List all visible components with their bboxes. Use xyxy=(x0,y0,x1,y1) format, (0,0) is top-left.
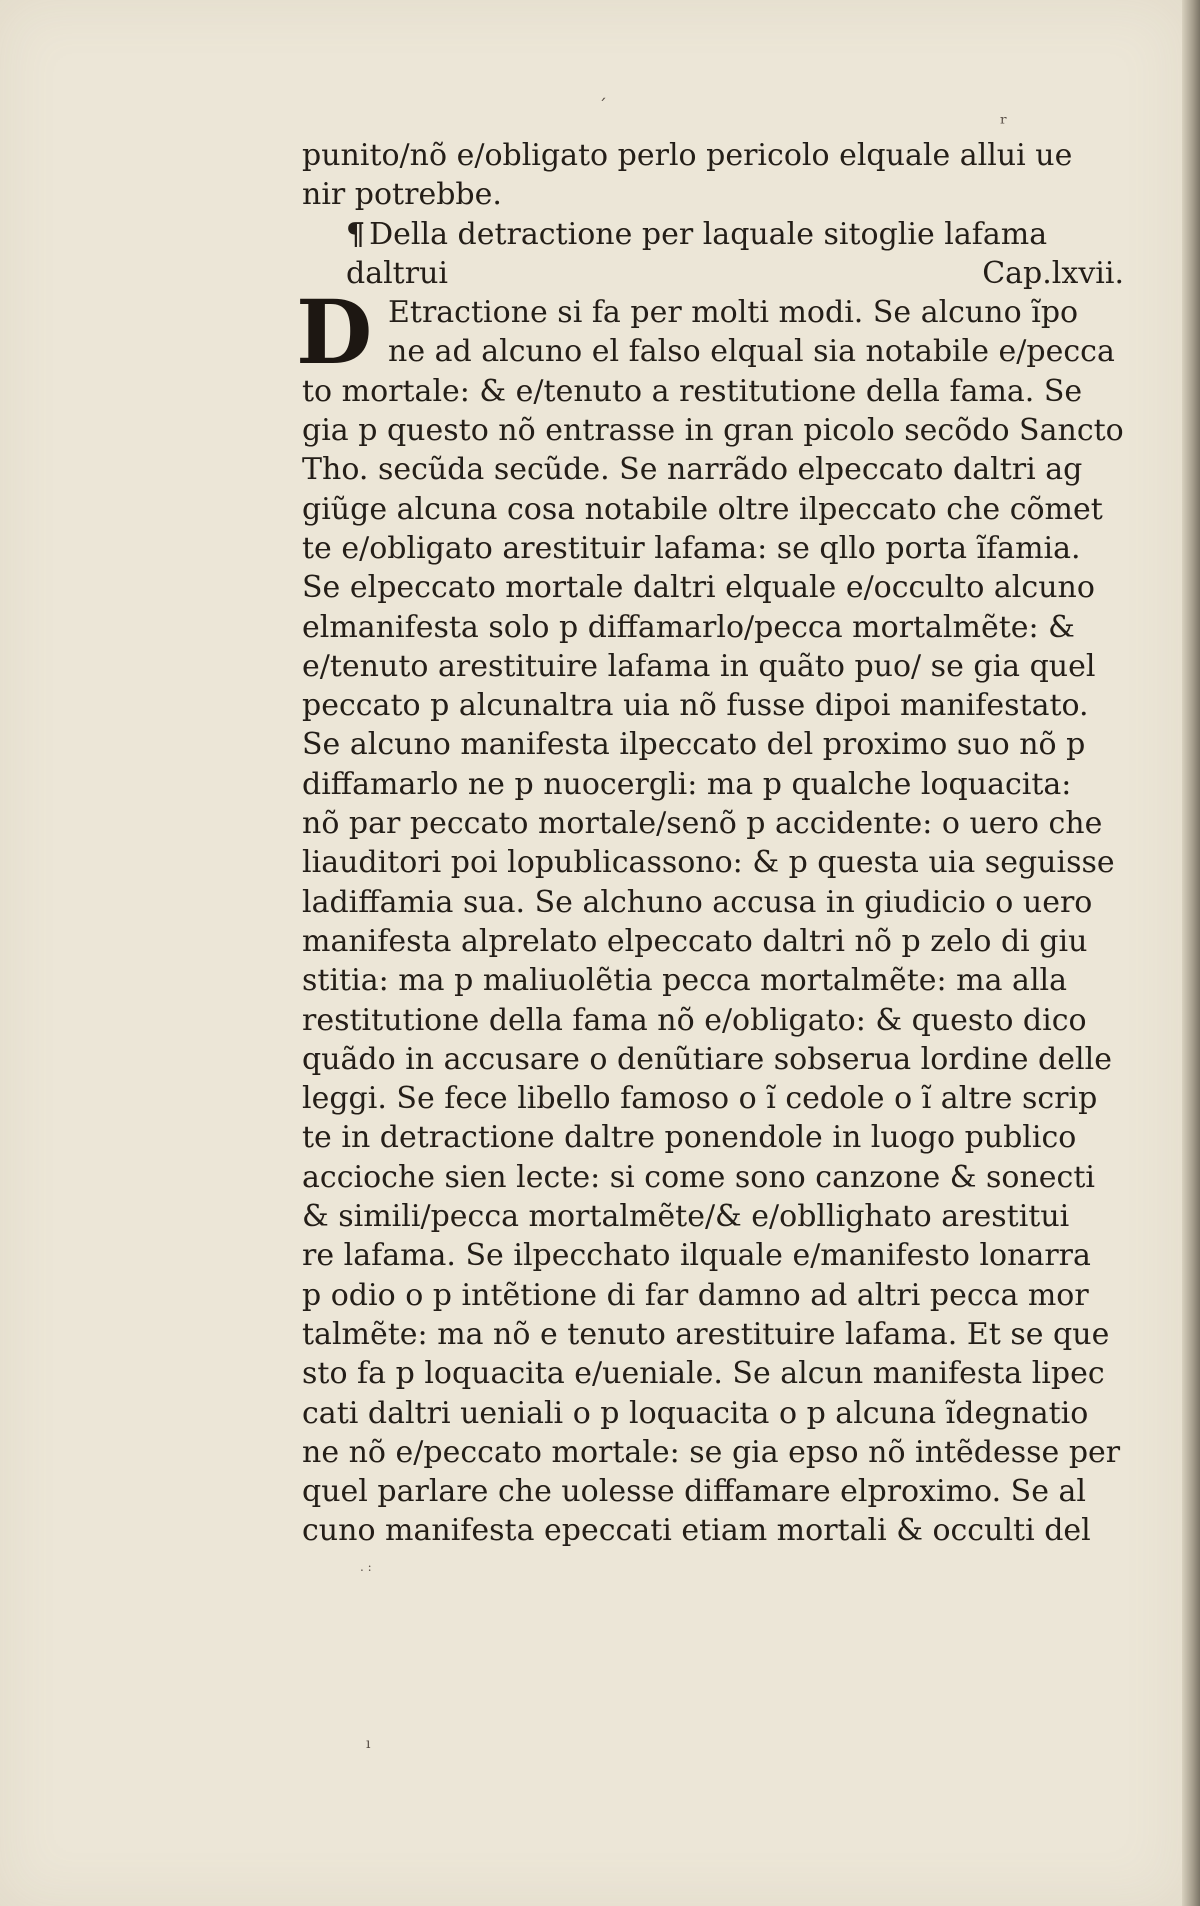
text-line: to mortale: & e/tenuto a restitutione della fama. Se xyxy=(302,373,1083,409)
text-line: Se elpeccato mortale daltri elquale e/occulto alcuno xyxy=(302,570,1095,606)
marginal-mark: ʳ xyxy=(1000,112,1008,137)
text-line: talmẽte: ma nõ e tenuto arestituire lafama. Et se que xyxy=(302,1316,1110,1352)
text-line: accioche sien lecte: si come sono canzone & sonecti xyxy=(302,1159,1095,1195)
heading-text: Della detractione per laquale sitoglie lafama xyxy=(369,216,1048,252)
drop-capital: D xyxy=(296,280,373,385)
text-line: liauditori poi lopublicassono: & p questa uia seguisse xyxy=(302,845,1115,881)
ink-mark: ı xyxy=(366,1736,371,1752)
text-line: & simili/pecca mortalmẽte/& e/obllighato arestitui xyxy=(302,1199,1070,1235)
text-line: manifesta alprelato elpeccato daltri nõ p zelo di giu xyxy=(302,923,1088,959)
book-gutter xyxy=(1182,0,1200,1906)
text-line: quãdo in accusare o denũtiare sobserua lordine delle xyxy=(302,1041,1112,1077)
ink-mark: ´ xyxy=(598,96,607,117)
text-line: ne ad alcuno el falso elqual sia notabile e/pecca xyxy=(388,334,1115,370)
text-line: restitutione della fama nõ e/obligato: & questo dico xyxy=(302,1002,1087,1038)
text-line: te e/obligato arestituir lafama: se qllo porta ĩfamia. xyxy=(302,530,1081,566)
text-line: diffamarlo ne p nuocergli: ma p qualche loquacita: xyxy=(302,766,1072,802)
ink-mark: . : xyxy=(360,1560,372,1574)
text-line: cati daltri ueniali o p loquacita o p alcuna ĩdegnatio xyxy=(302,1395,1089,1431)
text-line: stitia: ma p maliuolẽtia pecca mortalmẽte: ma alla xyxy=(302,963,1068,999)
text-line: re lafama. Se ilpecchato ilquale e/manifesto lonarra xyxy=(302,1238,1091,1274)
text-line: gia p questo nõ entrasse in gran picolo secõdo Sancto xyxy=(302,413,1124,449)
text-line: nir potrebbe. xyxy=(302,177,502,213)
text-line: sto fa p loquacita e/ueniale. Se alcun manifesta lipec xyxy=(302,1356,1105,1392)
chapter-number: Cap.lxvii. xyxy=(982,255,1124,291)
text-line: p odio o p intẽtione di far damno ad altri pecca mor xyxy=(302,1277,1089,1313)
text-line: ne nõ e/peccato mortale: se gia epso nõ intẽdesse per xyxy=(302,1434,1121,1470)
text-line: Etractione si fa per molti modi. Se alcuno ĩpo xyxy=(388,295,1079,331)
body-lines xyxy=(302,372,1124,1551)
text-line: te in detractione daltre ponendole in luogo publico xyxy=(302,1120,1077,1156)
chapter-heading-row xyxy=(302,254,1124,293)
text-line: Tho. secũda secũde. Se narrãdo elpeccato daltri ag xyxy=(302,452,1083,488)
text-line: giũge alcuna cosa notabile oltre ilpeccato che cõmet xyxy=(302,491,1103,527)
text-line: punito/nõ e/obligato perlo pericolo elquale allui ue xyxy=(302,138,1073,173)
text-line: nõ par peccato mortale/senõ p accidente: o uero che xyxy=(302,806,1103,842)
text-line: peccato p alcunaltra uia nõ fusse dipoi manifestato. xyxy=(302,688,1089,724)
text-line: cuno manifesta epeccati etiam mortali & occulti del xyxy=(302,1513,1091,1549)
pilcrow-icon: ¶ xyxy=(346,216,366,252)
text-block xyxy=(296,136,1124,1551)
text-line: e/tenuto arestituire lafama in quãto puo/ se gia quel xyxy=(302,648,1096,684)
heading-text-continued: daltrui xyxy=(346,255,448,291)
chapter-heading xyxy=(302,215,1124,254)
text-line: ladiffamia sua. Se alchuno accusa in giudicio o uero xyxy=(302,884,1093,920)
text-line: quel parlare che uolesse diffamare elproximo. Se al xyxy=(302,1474,1086,1510)
text-line: elmanifesta solo p diffamarlo/pecca mortalmẽte: & xyxy=(302,609,1075,645)
text-line: leggi. Se fece libello famoso o ĩ cedole o ĩ altre scrip xyxy=(302,1081,1098,1117)
dropcap-paragraph xyxy=(296,280,1124,385)
text-line: Se alcuno manifesta ilpeccato del proximo suo nõ p xyxy=(302,727,1086,763)
